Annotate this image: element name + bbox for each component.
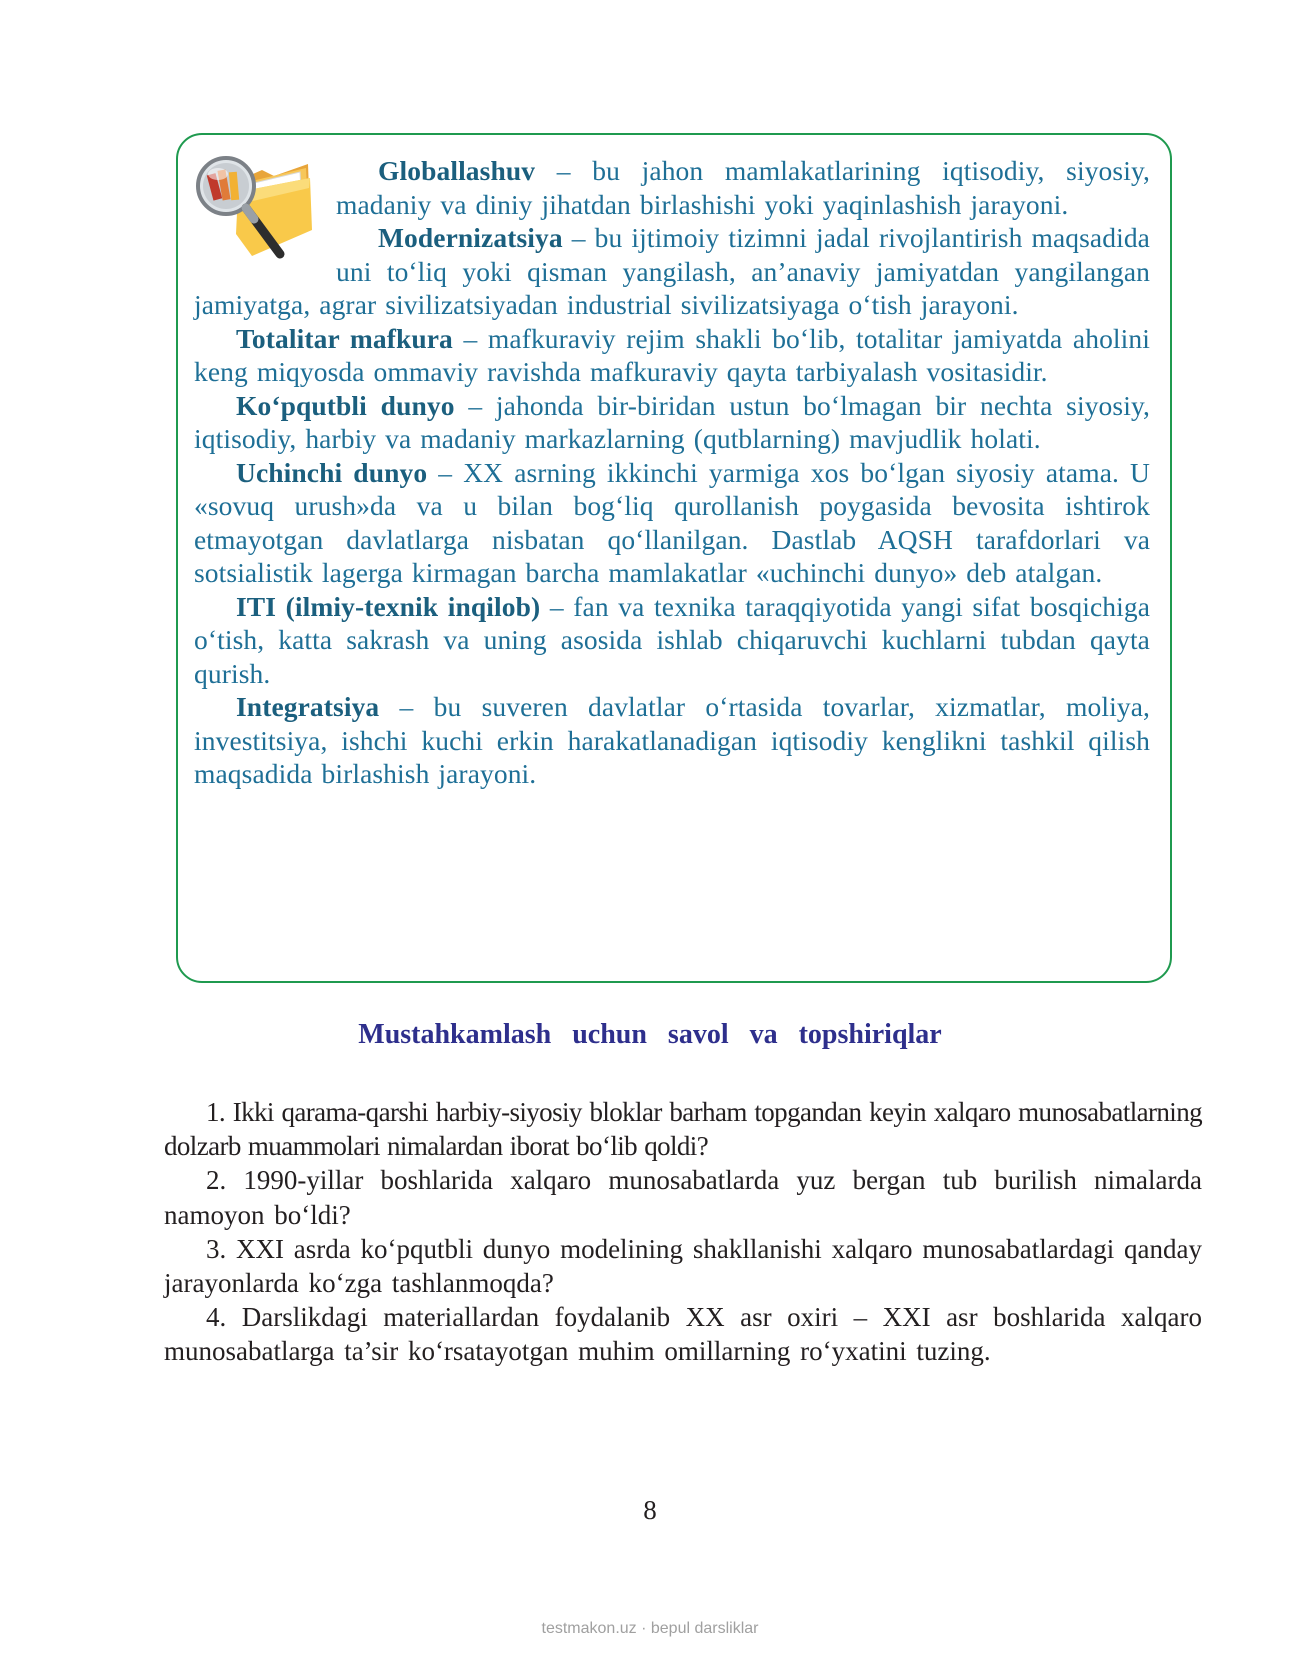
glossary-definition: – bu jahon mamlakatlarining iqtisodiy, siyosiy, madaniy va diniy jihatdan birlashishi yoki yaqinlashish jarayoni. — [336, 155, 1150, 220]
glossary-entry — [194, 154, 1150, 221]
question-item: 4. Darslikdagi materiallardan foydalanib XX asr oxiri – XXI asr boshlarida xalqaro munosabatlarga ta’sir ko‘rsatayotgan muhim omillarning ro‘yxatini tuzing. — [164, 1302, 1202, 1367]
glossary-box — [176, 133, 1172, 983]
glossary-entry — [194, 389, 1150, 456]
glossary-entry — [194, 221, 1150, 322]
watermark: testmakon.uz · bepul darsliklar — [541, 1620, 759, 1637]
glossary-term: Totalitar mafkura — [236, 322, 453, 354]
glossary-definition: – XX asrning ikkinchi yarmiga xos bo‘lgan siyosiy atama. U «sovuq urush»da va u bilan bog‘liq qurollanish poygasida bevosita ishtirok etmayotgan davlatlarga nisbatan qo‘llanilgan. Dastlab AQSH tarafdorlari va sotsialistik lagerga kirmagan barcha mamlakatlar «uchinchi dunyo» deb atalgan. — [194, 456, 1151, 588]
question-item: 1. Ikki qarama-qarshi harbiy-siyosiy bloklar barham topgandan keyin xalqaro munosabatlarning dolzarb muammolari nimalardan iborat bo‘lib qoldi? — [164, 1097, 1202, 1162]
glossary-entry — [194, 690, 1150, 791]
glossary-definition: – mafkuraviy rejim shakli bo‘lib, totalitar jamiyatda aholini keng miqyosda ommaviy ravishda mafkuraviy qayta tarbiyalash vositasidir. — [194, 322, 1150, 387]
glossary-entry — [194, 590, 1150, 691]
glossary-definition: – jahonda bir-biridan ustun bo‘lmagan bir nechta siyosiy, iqtisodiy, harbiy va madaniy markazlarning (qutblarning) mavjudlik holati. — [194, 389, 1150, 454]
glossary-term: Integratsiya — [236, 691, 380, 722]
glossary-term: ITI (ilmiy-texnik inqilob) — [236, 590, 541, 622]
glossary-definition: – bu ijtimoiy tizimni jadal rivojlantirish maqsadida uni to‘liq yoki qisman yangilash, an’anaviy jamiyatdan yangilangan jamiyatga, agrar sivilizatsiyadan industrial sivilizatsiyaga o‘tish jarayoni. — [194, 222, 1150, 320]
glossary-entry — [194, 322, 1150, 389]
glossary-term: Uchinchi dunyo — [236, 456, 428, 488]
question-item: 2. 1990-yillar boshlarida xalqaro munosabatlarda yuz bergan tub burilish nimalarda namoyon bo‘ldi? — [164, 1165, 1202, 1230]
glossary-term: Globallashuv — [378, 155, 536, 186]
glossary-definition: – bu suveren davlatlar o‘rtasida tovarlar, xizmatlar, moliya, investitsiya, ishchi kuchi erkin harakatlanadigan iqtisodiy kenglikni tashkil qilish maqsadida birlashish jarayoni. — [194, 691, 1150, 789]
questions-list — [164, 1095, 1202, 1369]
glossary-term: Modernizatsiya — [378, 222, 563, 253]
section-heading: Mustahkamlash uchun savol va topshiriqlar — [358, 1019, 942, 1050]
glossary-entry — [194, 456, 1150, 590]
page-number: 8 — [643, 1495, 657, 1525]
folder-magnifier-icon — [192, 148, 314, 263]
glossary-term: Ko‘pqutbli dunyo — [236, 389, 455, 421]
question-item: 3. XXI asrda ko‘pqutbli dunyo modelining shakllanishi xalqaro munosabatlardagi qanday jarayonlarda ko‘zga tashlanmoqda? — [164, 1233, 1202, 1299]
glossary-definition: – fan va texnika taraqqiyotida yangi sifat bosqichiga o‘tish, katta sakrash va uning asosida ishlab chiqaruvchi kuchlarni tubdan qayta qurish. — [194, 590, 1151, 689]
